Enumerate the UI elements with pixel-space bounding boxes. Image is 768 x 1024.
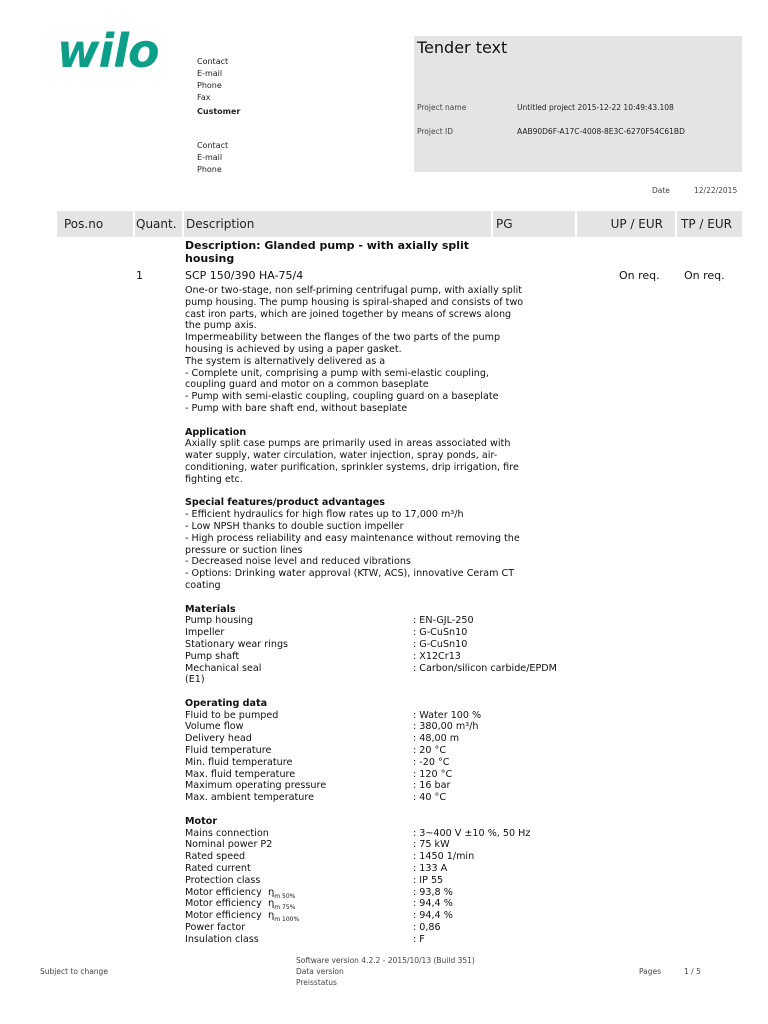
text-line: - Low NPSH thanks to double suction impeller: [185, 520, 404, 532]
spec-value: : Carbon/silicon carbide/EPDM: [413, 662, 557, 674]
spec-row: [185, 851, 585, 863]
spec-row: [185, 839, 585, 851]
spec-value: : 380,00 m³/h: [413, 721, 479, 733]
spec-row: [185, 769, 585, 781]
text-line: water supply, water circulation, water injection, spray ponds, air-: [185, 450, 498, 462]
text-line: coating: [185, 579, 221, 591]
spec-row: [185, 710, 585, 722]
text-line: conditioning, water purification, sprinkler systems, drip irrigation, fire: [185, 461, 519, 473]
pages-label: Pages: [639, 967, 662, 976]
spec-row: [185, 863, 585, 875]
spec-value: : 0,86: [413, 922, 441, 934]
eta-symbol: η: [267, 886, 275, 898]
materials-heading: Materials: [185, 603, 236, 615]
item-title-line: Description: Glanded pump - with axially split: [185, 239, 470, 252]
spec-row: [185, 639, 585, 651]
header-quant: Quant.: [135, 211, 182, 237]
text-line: pressure or suction lines: [185, 544, 303, 556]
spec-value: : 94,4 %: [413, 910, 453, 922]
spec-key: Max. ambient temperature: [185, 792, 315, 804]
spec-row: [185, 733, 585, 745]
item-quantity: 1: [136, 269, 143, 282]
contact-info-customer: [197, 140, 228, 176]
spec-row: [185, 792, 585, 804]
product-name: SCP 150/390 HA-75/4: [185, 269, 304, 282]
description-body: [185, 285, 585, 946]
spec-value: : 120 °C: [413, 768, 453, 780]
spec-key: Maximum operating pressure: [185, 780, 327, 792]
text-line: The system is alternatively delivered as a: [185, 355, 386, 367]
text-line: - Pump with bare shaft end, without baseplate: [185, 402, 408, 414]
spec-row: [185, 721, 585, 733]
spec-row: [185, 887, 585, 899]
text-line: One-or two-stage, non self-priming centrifugal pump, with axially split: [185, 285, 522, 296]
contact-label: Contact: [197, 57, 229, 66]
text-line: - Decreased noise level and reduced vibrations: [185, 556, 411, 568]
spec-row: [185, 615, 585, 627]
text-line: housing is achieved by using a paper gasket.: [185, 343, 402, 355]
spec-value: : X12Cr13: [413, 650, 461, 662]
text-line: - Efficient hydraulics for high flow rates up to 17,000 m³/h: [185, 509, 464, 521]
customer-phone-label: Phone: [197, 165, 222, 174]
spec-key: Stationary wear rings: [185, 638, 289, 650]
date-label: Date: [652, 186, 670, 195]
price-status-label: Preisstatus: [296, 978, 337, 987]
spec-row: [185, 922, 585, 934]
spec-value: : 1450 1/min: [413, 851, 475, 863]
eta-symbol: η: [267, 910, 275, 922]
data-version-label: Data version: [296, 967, 344, 976]
spec-key: Pump shaft: [185, 650, 240, 662]
text-line: - High process reliability and easy maintenance without removing the: [185, 532, 520, 544]
project-id-row: [417, 127, 685, 136]
spec-key: Power factor: [185, 922, 246, 934]
motor-heading: Motor: [185, 815, 218, 827]
spec-key: Pump housing: [185, 615, 254, 627]
text-line: fighting etc.: [185, 473, 243, 485]
customer-email-label: E-mail: [197, 153, 223, 162]
email-label: E-mail: [197, 69, 223, 78]
text-line: pump housing. The pump housing is spiral-shaped and consists of two: [185, 296, 524, 308]
customer-contact-label: Contact: [197, 141, 229, 150]
operating-heading: Operating data: [185, 697, 268, 709]
text-line: Impermeability between the flanges of the two parts of the pump: [185, 332, 501, 344]
project-name-row: [417, 103, 674, 112]
spec-key: Mains connection: [185, 827, 269, 839]
footer-versions: [296, 955, 475, 988]
item-title-line: housing: [185, 252, 235, 265]
text-line: - Complete unit, comprising a pump with semi-elastic coupling,: [185, 367, 489, 379]
header-total-price: TP / EUR: [677, 211, 742, 237]
eta-subscript: m 100%: [274, 916, 300, 924]
spec-value: : 94,4 %: [413, 898, 453, 910]
eta-subscript: m 75%: [274, 904, 296, 912]
spec-key: Motor efficiency: [185, 898, 262, 910]
spec-row: [185, 757, 585, 769]
spec-row: [185, 651, 585, 663]
spec-value: : 16 bar: [413, 780, 451, 792]
spec-row: [185, 934, 585, 946]
project-id-label: Project ID: [417, 127, 454, 136]
spec-key: Rated current: [185, 863, 251, 875]
text-line: - Options: Drinking water approval (KTW, ACS), innovative Ceram CT: [185, 568, 515, 580]
eta-symbol: η: [267, 898, 275, 910]
project-name-value: Untitled project 2015-12-22 10:49:43.108: [517, 103, 674, 112]
spec-value: : Water 100 %: [413, 709, 482, 721]
spec-value: : EN-GJL-250: [413, 615, 474, 627]
table-header: [57, 211, 742, 237]
application-heading: Application: [185, 426, 247, 438]
contact-info-top: [197, 56, 240, 118]
spec-key: Fluid temperature: [185, 745, 272, 757]
text-line: cast iron parts, which are joined together by means of screws along: [185, 308, 512, 320]
spec-key: Insulation class: [185, 933, 259, 945]
fax-label: Fax: [197, 93, 211, 102]
spec-value: : 75 kW: [413, 839, 450, 851]
tender-info-box: [414, 36, 742, 172]
subject-to-change: Subject to change: [40, 967, 108, 976]
spec-row: [185, 780, 585, 792]
spec-row: [185, 745, 585, 757]
spec-value: : 93,8 %: [413, 886, 453, 898]
spec-value: : F: [413, 933, 425, 945]
spec-value: : 133 A: [413, 863, 448, 875]
wilo-logo: wilo: [57, 24, 159, 78]
spec-value: : 40 °C: [413, 792, 447, 804]
text-line: Axially split case pumps are primarily used in areas associated with: [185, 438, 511, 450]
spec-key: Max. fluid temperature: [185, 768, 296, 780]
spec-key: Min. fluid temperature: [185, 756, 293, 768]
spec-row: [185, 627, 585, 639]
spec-key: Nominal power P2: [185, 839, 273, 851]
project-id-value: AAB90D6F-A17C-4008-8E3C-6270F54C61BD: [517, 127, 685, 136]
spec-row: [185, 910, 585, 922]
total-price: On req.: [684, 269, 725, 282]
spec-key: Fluid to be pumped: [185, 709, 279, 721]
spec-row: [185, 828, 585, 840]
spec-row: [185, 898, 585, 910]
spec-value: : -20 °C: [413, 756, 450, 768]
features-heading: Special features/product advantages: [185, 497, 385, 509]
spec-key: Motor efficiency: [185, 910, 262, 922]
tender-title: Tender text: [417, 38, 508, 57]
spec-key: Rated speed: [185, 851, 246, 863]
text-line: the pump axis.: [185, 320, 257, 332]
date-value: 12/22/2015: [694, 186, 738, 195]
unit-price: On req.: [619, 269, 660, 282]
spec-row: [185, 875, 585, 887]
spec-key: Mechanical seal: [185, 662, 262, 674]
header-description: Description: [184, 211, 491, 237]
spec-row: [185, 663, 585, 675]
spec-key: Delivery head: [185, 733, 252, 745]
spec-value: : G-CuSn10: [413, 627, 468, 639]
customer-label: Customer: [197, 107, 241, 116]
spec-value: : 20 °C: [413, 745, 447, 757]
phone-label: Phone: [197, 81, 222, 90]
spec-value: : IP 55: [413, 874, 444, 886]
header-pos: Pos.no: [57, 211, 133, 237]
spec-key: Volume flow: [185, 721, 244, 733]
item-title: [185, 239, 495, 265]
spec-value: : 48,00 m: [413, 733, 460, 745]
spec-key: Protection class: [185, 874, 261, 886]
spec-key: Impeller: [185, 627, 225, 639]
spec-value: : 3~400 V ±10 %, 50 Hz: [413, 827, 531, 839]
header-pg: PG: [493, 211, 575, 237]
text-line: coupling guard and motor on a common baseplate: [185, 379, 429, 391]
software-version: Software version 4.2.2 - 2015/10/13 (Build 351): [296, 956, 475, 965]
eta-subscript: m 50%: [274, 892, 296, 900]
text-line: (E1): [185, 674, 205, 686]
pages-value: 1 / 5: [684, 967, 701, 976]
project-name-label: Project name: [417, 103, 467, 112]
header-unit-price: UP / EUR: [577, 211, 675, 237]
spec-value: : G-CuSn10: [413, 638, 468, 650]
spec-key: Motor efficiency: [185, 886, 262, 898]
text-line: - Pump with semi-elastic coupling, coupling guard on a baseplate: [185, 391, 499, 403]
